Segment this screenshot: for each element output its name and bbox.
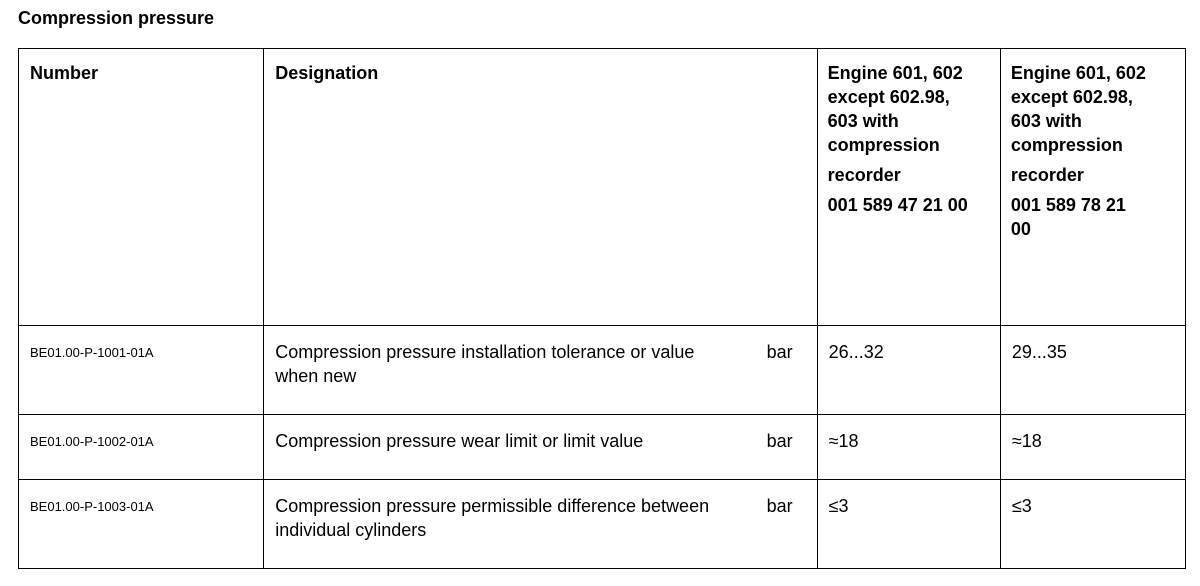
row-designation-cell — [264, 480, 817, 569]
row-number: BE01.00-P-1003-01A — [30, 499, 154, 514]
row-engine-a-value: ≤3 — [828, 496, 849, 516]
header-engine-b-part-number: 001 589 78 21 — [1010, 195, 1126, 215]
header-engine-a-line4: compression — [827, 135, 940, 155]
row-designation: Compression pressure installation tolerance or value when new — [275, 342, 695, 386]
table-header-row — [19, 49, 1186, 326]
row-number-cell — [19, 480, 264, 569]
header-engine-b-part-number-end: 00 — [1010, 219, 1031, 239]
row-engine-b-value: 29...35 — [1011, 342, 1067, 362]
header-engine-b-line3: 603 with — [1010, 111, 1082, 131]
row-designation: Compression pressure wear limit or limit value — [275, 431, 644, 451]
header-engine-b-line4: compression — [1010, 135, 1123, 155]
row-unit: bar — [766, 431, 793, 451]
header-engine-b — [1000, 49, 1185, 326]
row-engine-a-cell — [817, 415, 1000, 480]
row-engine-b-value: ≈18 — [1011, 431, 1042, 451]
row-designation-cell — [264, 326, 817, 415]
row-designation: Compression pressure permissible difference between individual cylinders — [275, 496, 710, 540]
header-engine-a-line3: 603 with — [827, 111, 899, 131]
header-number — [19, 49, 264, 326]
row-designation-cell — [264, 415, 817, 480]
row-engine-a-value: ≈18 — [828, 431, 859, 451]
header-engine-b-line2: except 602.98, — [1010, 87, 1133, 107]
header-engine-a-line1: Engine 601, 602 — [827, 63, 963, 83]
header-designation-label: Designation — [275, 63, 379, 83]
row-engine-b-cell — [1000, 480, 1185, 569]
compression-pressure-table — [18, 48, 1186, 569]
header-engine-a-part-number: 001 589 47 21 00 — [827, 195, 968, 215]
row-unit: bar — [766, 342, 793, 362]
table-row — [19, 415, 1186, 480]
header-engine-a-label — [818, 49, 1000, 217]
header-engine-b-line1: Engine 601, 602 — [1010, 63, 1146, 83]
row-unit: bar — [766, 496, 793, 516]
row-engine-a-value: 26...32 — [828, 342, 884, 362]
table-row — [19, 326, 1186, 415]
header-number-label: Number — [30, 63, 99, 83]
row-number: BE01.00-P-1001-01A — [30, 345, 154, 360]
row-engine-b-value: ≤3 — [1011, 496, 1032, 516]
row-engine-b-cell — [1000, 415, 1185, 480]
row-number-cell — [19, 326, 264, 415]
row-engine-a-cell — [817, 326, 1000, 415]
row-engine-b-cell — [1000, 326, 1185, 415]
page-title: Compression pressure — [18, 8, 215, 28]
header-engine-a — [817, 49, 1000, 326]
row-number-cell — [19, 415, 264, 480]
header-engine-a-line2: except 602.98, — [827, 87, 950, 107]
header-engine-b-line5: recorder — [1010, 165, 1084, 185]
row-number: BE01.00-P-1002-01A — [30, 434, 154, 449]
header-engine-a-line5: recorder — [827, 165, 901, 185]
row-engine-a-cell — [817, 480, 1000, 569]
header-designation — [264, 49, 817, 326]
header-engine-b-label — [1001, 49, 1185, 241]
table-row — [19, 480, 1186, 569]
